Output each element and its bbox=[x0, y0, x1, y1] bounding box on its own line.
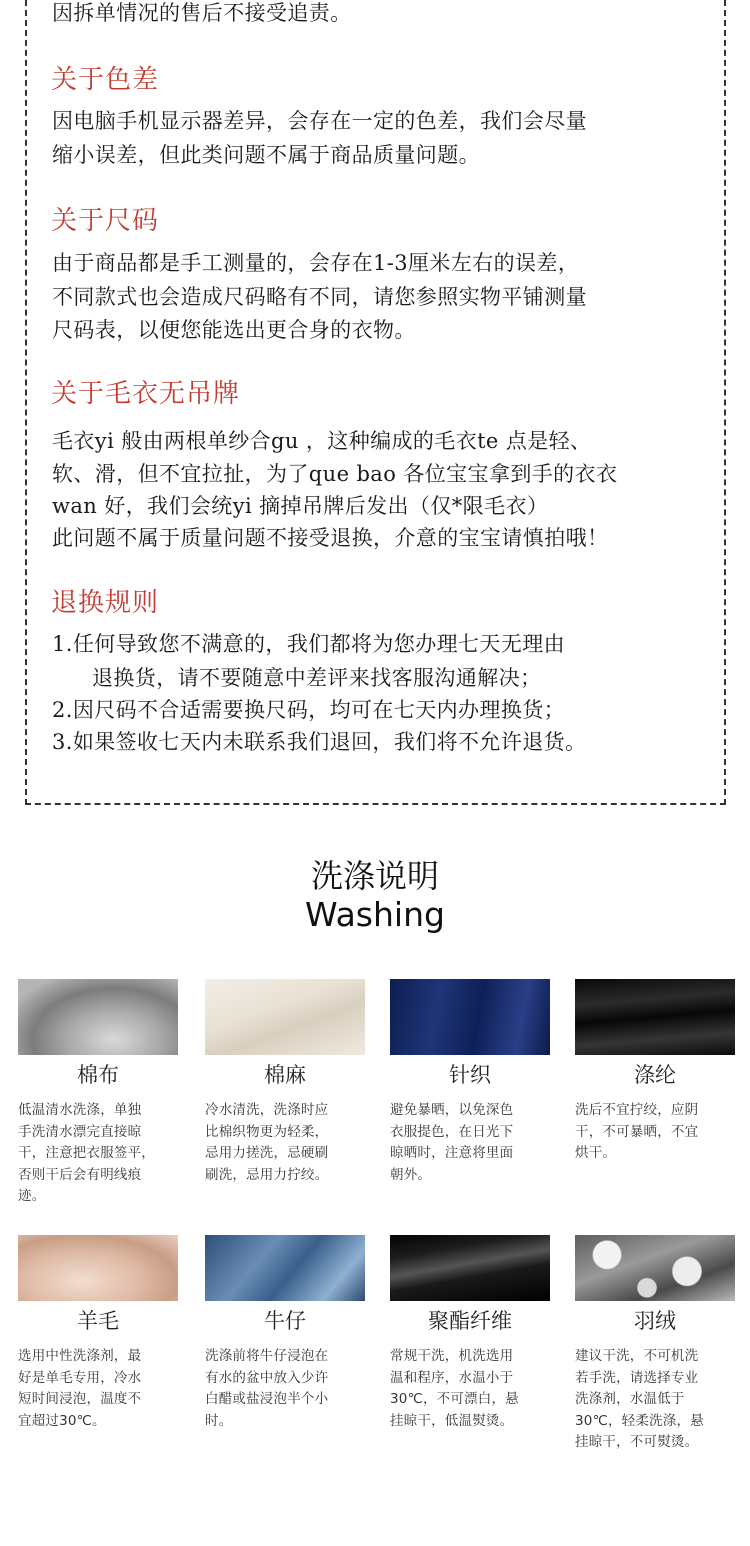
denim-swatch-image bbox=[205, 1235, 365, 1301]
tag-line-2: 软、滑，但不宜拉扯，为了que bao 各位宝宝拿到手的衣衣 bbox=[52, 462, 618, 486]
fabric-knit bbox=[390, 979, 550, 1186]
returns-heading: 退换规则 bbox=[51, 588, 160, 618]
fabric-cotton bbox=[18, 979, 178, 1208]
fabric-name: 针织 bbox=[449, 1063, 491, 1087]
linen-swatch-image bbox=[205, 979, 365, 1055]
tag-heading: 关于毛衣无吊牌 bbox=[51, 379, 241, 409]
color-diff-line-1: 因电脑手机显示器差异，会存在一定的色差，我们会尽量 bbox=[52, 109, 587, 133]
returns-line-1: 1.任何导致您不满意的，我们都将为您办理七天无理由 bbox=[52, 632, 566, 656]
wool-swatch-image bbox=[18, 1235, 178, 1301]
fabric-name: 棉麻 bbox=[264, 1063, 306, 1087]
size-heading: 关于尺码 bbox=[51, 206, 160, 236]
top-line: 因拆单情况的售后不接受追责。 bbox=[52, 1, 352, 25]
tag-line-4: 此问题不属于质量问题不接受退换，介意的宝宝请慎拍哦！ bbox=[52, 526, 609, 550]
size-line-2: 不同款式也会造成尺码略有不同，请您参照实物平铺测量 bbox=[52, 285, 587, 309]
knit-swatch-image bbox=[390, 979, 550, 1055]
washing-title-cn: 洗涤说明 bbox=[310, 857, 439, 895]
polyester-fiber-swatch-image bbox=[390, 1235, 550, 1301]
fabric-down bbox=[575, 1235, 735, 1454]
fabric-linen bbox=[205, 979, 365, 1186]
fabric-desc: 常规干洗，机洗选用 温和程序，水温小于 30℃，不可漂白，悬 挂晾干，低温熨烫。 bbox=[390, 1348, 519, 1429]
color-diff-line-2: 缩小误差，但此类问题不属于商品质量问题。 bbox=[52, 143, 480, 167]
fabric-denim bbox=[205, 1235, 365, 1432]
fabric-polyester-fiber bbox=[390, 1235, 550, 1432]
tag-line-1: 毛衣yi 般由两根单纱合gu ，这种编成的毛衣te 点是轻、 bbox=[52, 429, 592, 453]
size-line-3: 尺码表，以便您能选出更合身的衣物。 bbox=[52, 318, 416, 342]
fabric-desc: 避免暴晒，以免深色 衣服提色，在日光下 晾晒时，注意将里面 朝外。 bbox=[390, 1102, 514, 1183]
size-line-1: 由于商品都是手工测量的，会存在1-3厘米左右的误差， bbox=[52, 251, 580, 275]
fabric-name: 聚酯纤维 bbox=[428, 1309, 512, 1333]
fabric-name: 羊毛 bbox=[77, 1309, 119, 1333]
fabric-name: 涤纶 bbox=[634, 1063, 676, 1087]
fabric-desc: 洗涤前将牛仔浸泡在 有水的盆中放入少许 白醋或盐浸泡半个小 时。 bbox=[205, 1348, 329, 1429]
fabric-name: 牛仔 bbox=[264, 1309, 306, 1333]
tag-line-3: wan 好，我们会统yi 摘掉吊牌后发出（仅*限毛衣） bbox=[52, 494, 549, 518]
fabric-wool bbox=[18, 1235, 178, 1432]
washing-title-en: Washing bbox=[305, 895, 445, 934]
returns-line-4: 3.如果签收七天内未联系我们退回，我们将不允许退货。 bbox=[52, 730, 587, 754]
returns-line-3: 2.因尺码不合适需要换尺码，均可在七天内办理换货； bbox=[52, 698, 566, 722]
down-swatch-image bbox=[575, 1235, 735, 1301]
fabric-desc: 低温清水洗涤，单独 手洗清水漂完直接晾 干，注意把衣服签平， 否则干后会有明线痕 迹。 bbox=[18, 1102, 155, 1204]
fabric-name: 羽绒 bbox=[634, 1309, 676, 1333]
fabric-desc: 洗后不宜拧绞，应阴 干，不可暴晒，不宜 烘干。 bbox=[575, 1102, 699, 1161]
cotton-swatch-image bbox=[18, 979, 178, 1055]
color-diff-heading: 关于色差 bbox=[51, 65, 160, 95]
fabric-desc: 建议干洗，不可机洗 若手洗，请选择专业 洗涤剂，水温低于 30℃，轻柔洗涤，悬 挂晾干，不可熨烫。 bbox=[575, 1348, 704, 1450]
fabric-desc: 冷水清洗，洗涤时应 比棉织物更为轻柔， 忌用力搓洗，忌硬刷 刷洗，忌用力拧绞。 bbox=[205, 1102, 329, 1183]
returns-line-2: 退换货，请不要随意中差评来找客服沟通解决； bbox=[92, 666, 542, 690]
fabric-polyester bbox=[575, 979, 735, 1165]
fabric-name: 棉布 bbox=[77, 1063, 119, 1087]
polyester-swatch-image bbox=[575, 979, 735, 1055]
fabric-desc: 选用中性洗涤剂，最 好是单毛专用，冷水 短时间浸泡，温度不 宜超过30℃。 bbox=[18, 1348, 142, 1429]
